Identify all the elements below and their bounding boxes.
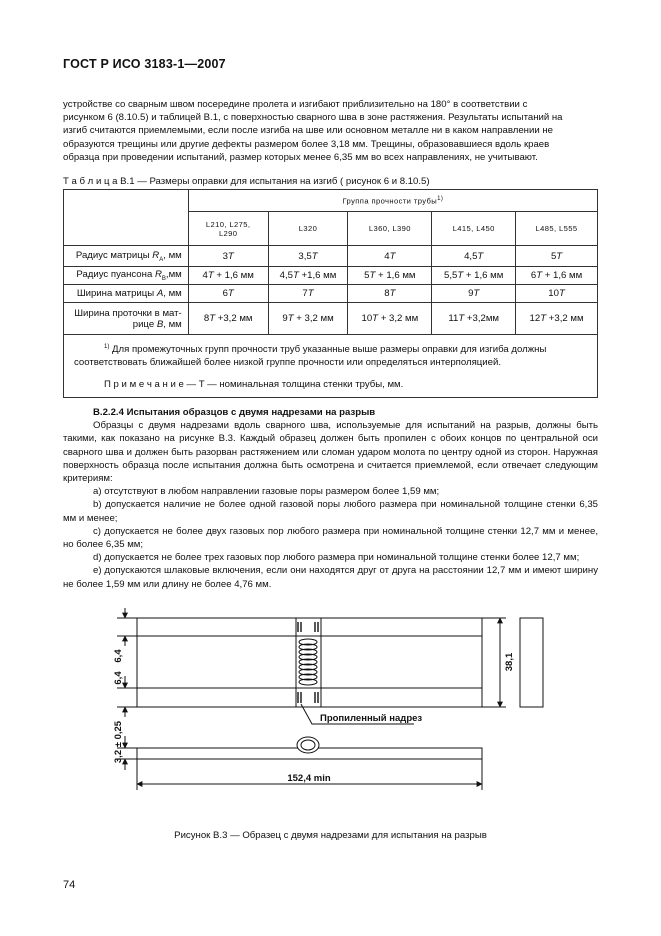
table-row — [64, 285, 598, 303]
dim-bottom-notch-label: 6,4 — [113, 671, 124, 685]
intro-line: рисунком 6 (8.10.5) и таблицей В.1, с поверхностью сварного шва в зоне растяжения. Результаты испытаний на — [63, 112, 563, 124]
table-cell: 12T +3,2 мм — [516, 303, 598, 335]
weld-bead-side — [297, 737, 319, 753]
table-cell: 3T — [188, 246, 268, 267]
row-label: Ширина проточки в мат- рице B, мм — [64, 303, 189, 335]
table-cell: 6T + 1,6 мм — [516, 267, 598, 285]
section-b224 — [63, 406, 598, 591]
table-cell: 4,5T — [432, 246, 516, 267]
table-cell: 7T — [268, 285, 348, 303]
table-caption-text: В.1 — Размеры оправки для испытания на изгиб ( рисунок 6 и 8.10.5) — [117, 176, 430, 187]
table-cell: 9T + 3,2 мм — [268, 303, 348, 335]
section-title: В.2.2.4 Испытания образцов с двумя надрезами на разрыв — [93, 407, 376, 418]
page-number: 74 — [63, 879, 76, 891]
saw-notch-marks — [298, 622, 318, 703]
figure-caption: Рисунок В.3 — Образец с двумя надрезами для испытания на разрыв — [174, 830, 487, 841]
dim-length-label: 152,4 min — [287, 773, 331, 784]
dim-top-notch-label: 6,4 — [113, 649, 124, 663]
criteria-item: d) допускается не более трех газовых пор любого размера при номинальной толщине стенки более 12,7 мм; — [93, 552, 580, 564]
table-footnote: $^{1)}$ Для промежуточных групп прочности труб указанные выше размеры оправки для изгиба должны соответствовать ближайшей более низкой группе прочности или определяться интерполяцией. П р и м е ч а н и е — T — номинальная толщина стенки трубы, мм. — [64, 335, 598, 398]
table-row — [64, 303, 598, 335]
table-cell: 3,5T — [268, 246, 348, 267]
table-caption-prefix: Т а б л и ц а — [63, 176, 118, 187]
table-footnote-row — [64, 335, 598, 398]
row-label: Радиус матрицы $R_A$, мм — [64, 246, 189, 267]
dim-height-label: 38,1 — [504, 652, 515, 672]
mandrel-dimensions-table — [63, 189, 598, 398]
weld-bead — [299, 639, 317, 685]
table-cell: 5,5T + 1,6 мм — [432, 267, 516, 285]
table-cell: 5T — [516, 246, 598, 267]
intro-line: образца при проведении испытаний, размер которых менее 6,35 мм во всех направлениях, не учитывают. — [63, 151, 538, 163]
intro-paragraph — [63, 98, 598, 164]
table-cell: 4T — [348, 246, 432, 267]
table-cell: 4T + 1,6 мм — [188, 267, 268, 285]
specimen-end-view — [520, 618, 543, 707]
section-body: Образцы с двумя надрезами вдоль сварного шва, используемые для испытаний на разрыв, должны быть такими, как показано на рисунке В.3. Каждый образец должен быть пропилен с обоих концов по центральной оси сварного шва и должен быть разорван растяжением или сломан ударом молота по центру одной из сторон. Наружная поверхность образца после испытания должна быть осмотрена и считается приемлемой, если отвечает следующим критериям: — [63, 420, 598, 485]
table-cell: 6T — [188, 285, 268, 303]
column-header: L415, L450 — [432, 212, 516, 246]
table-cell: 10T — [516, 285, 598, 303]
table-corner-cell — [64, 190, 189, 246]
table-cell: 9T — [432, 285, 516, 303]
intro-line: устройстве со сварным швом посередине пролета и изгибают приблизительно на 180° в соответствии с — [63, 99, 528, 110]
dim-thickness-label: 3,2 ± 0,25 — [113, 720, 124, 764]
column-header: L210, L275, L290 — [188, 212, 268, 246]
column-header: L360, L390 — [348, 212, 432, 246]
table-row — [64, 267, 598, 285]
notch-label: Пропиленный надрез — [320, 713, 423, 724]
intro-line: изгиб считаются приемлемыми, если после изгиба на шве или основном металле ни в каком направлении не — [63, 125, 553, 137]
table-cell: 11T +3,2мм — [432, 303, 516, 335]
row-label: Ширина матрицы A, мм — [64, 285, 189, 303]
table-cell: 4,5T +1,6 мм — [268, 267, 348, 285]
column-header: L320 — [268, 212, 348, 246]
document-header: ГОСТ Р ИСО 3183-1—2007 — [63, 57, 226, 71]
table-row — [64, 246, 598, 267]
table-cell: 8T +3,2 мм — [188, 303, 268, 335]
specimen-top-view — [137, 618, 482, 707]
table-cell: 5T + 1,6 мм — [348, 267, 432, 285]
group-header: Группа прочности трубы$^{1)}$ — [188, 190, 597, 212]
row-label: Радиус пуансона $R_B,мм$ — [64, 267, 189, 285]
criteria-item: a) отсутствуют в любом направлении газовые поры размером более 1,59 мм; — [93, 486, 440, 498]
intro-line: образуются трещины или другие дефекты размером более 3,18 мм. Трещины, образовавшиеся вдоль краев — [63, 138, 550, 150]
table-cell: 10T + 3,2 мм — [348, 303, 432, 335]
table-cell: 8T — [348, 285, 432, 303]
column-header: L485, L555 — [516, 212, 598, 246]
criteria-item: e) допускаются шлаковые включения, если они находятся друг от друга на расстоянии 12,7 мм и имеют ширину не более 1,59 мм или длину не более 4,76 мм. — [63, 565, 598, 590]
table-caption — [63, 176, 430, 187]
criteria-item: c) допускается не более двух газовых пор любого размера при номинальной толщине стенки 12,7 мм и менее, но более 6,35 мм; — [63, 525, 598, 551]
figure-b3-drawing — [0, 600, 661, 825]
criteria-item: b) допускается наличие не более одной газовой поры любого размера при номинальной толщине стенки 6,35 мм и менее; — [63, 499, 598, 524]
